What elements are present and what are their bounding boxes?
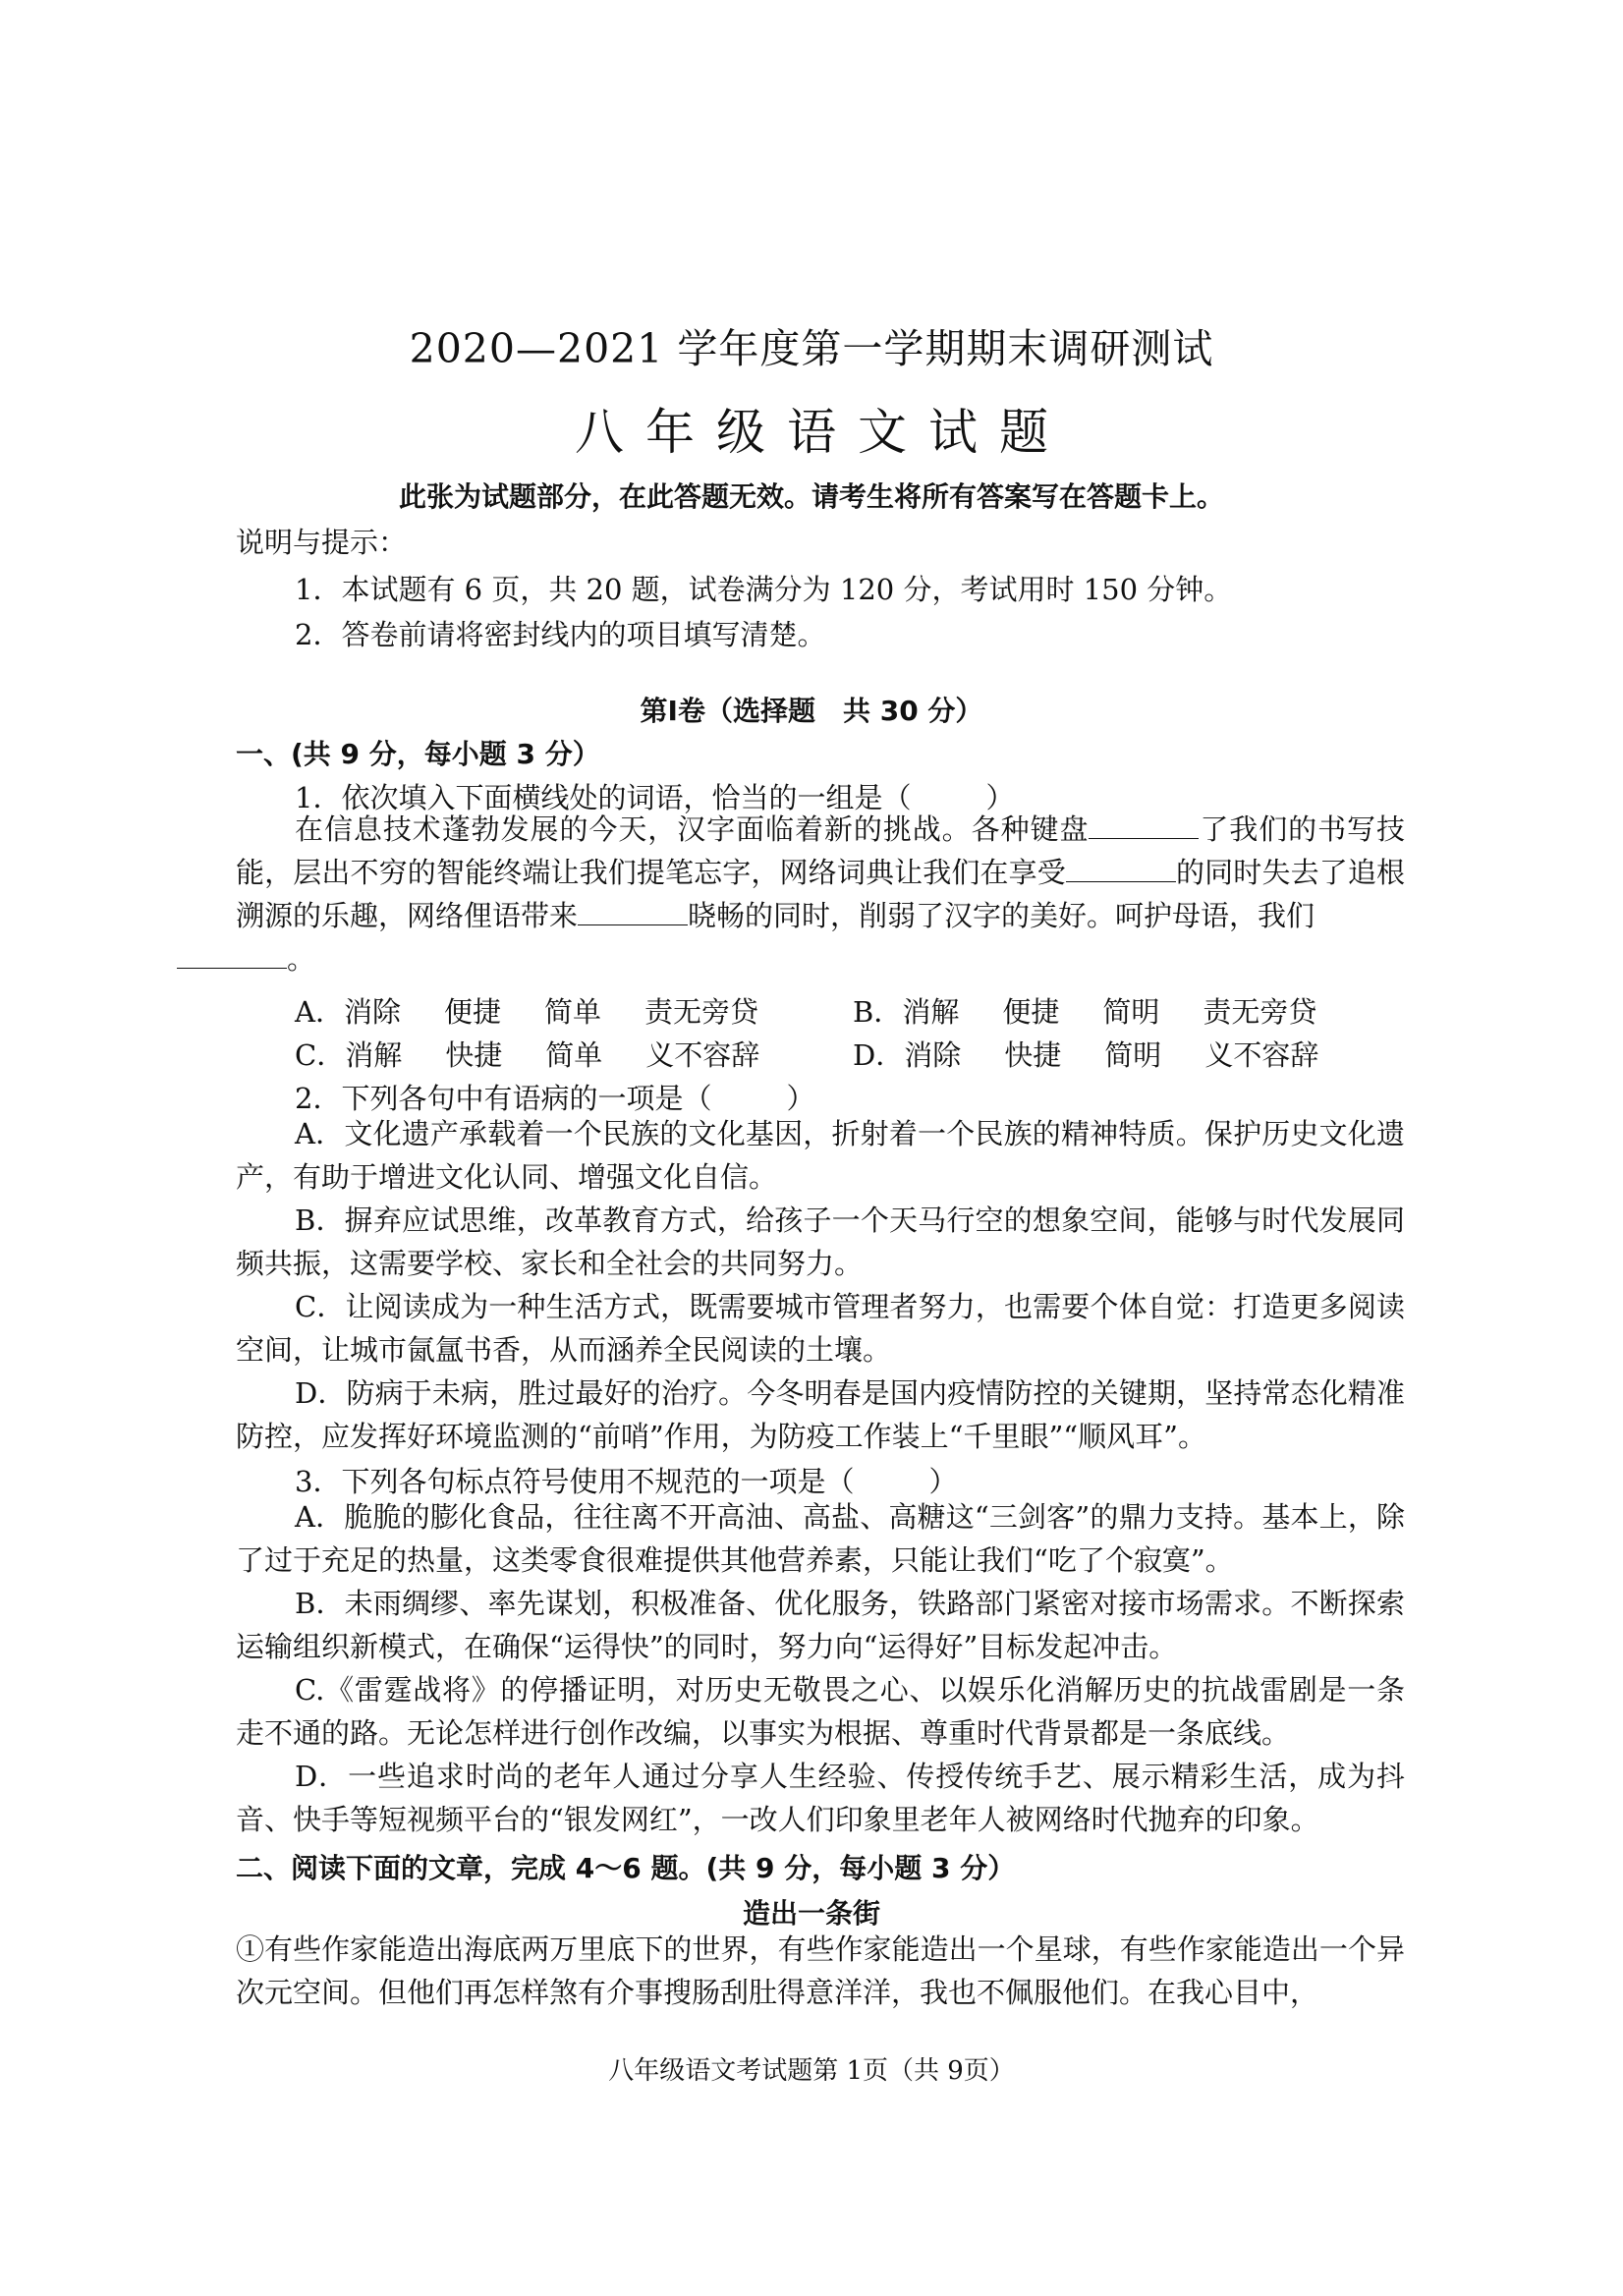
exam-title: 2020—2021 学年度第一学期期末调研测试 [409, 325, 1214, 372]
option-a[interactable]: A．文化遗产承载着一个民族的文化基因，折射着一个民族的精神特质。保护历史文化遗产，有助于增进文化认同、增强文化自信。 [236, 1117, 1405, 1194]
page-footer: 八年级语文考试题第 1页（共 9页） [608, 2056, 1015, 2086]
option-d[interactable]: D．一些追求时尚的老年人通过分享人生经验、传授传统手艺、展示精彩生活，成为抖音、快手等短视频平台的“银发网红”，一改人们印象里老年人被网络时代抛弃的印象。 [236, 1760, 1405, 1836]
answer-blank[interactable] [578, 899, 688, 925]
question-1-passage: 在信息技术蓬勃发展的今天，汉字面临着新的挑战。各种键盘 了我们的书写技能，层出不穷的智能终端让我们提笔忘字，网络词典让我们在享受 的同时失去了追根溯源的乐趣，网络俚语带来 晓畅的同时，削弱了汉字的美好。呵护母语，我们 。 [236, 808, 1405, 980]
answer-blank[interactable] [177, 942, 287, 969]
question-1-stem: 1．依次填入下面横线处的词语，恰当的一组是（ ） [295, 781, 1015, 814]
instructions-label: 说明与提示： [236, 526, 408, 559]
option-b[interactable]: B．消解 便捷 简明 责无旁贷 [853, 995, 1317, 1029]
article-paragraph: ①有些作家能造出海底两万里底下的世界，有些作家能造出一个星球，有些作家能造出一个异次元空间。但他们再怎样煞有介事搜肠刮肚得意洋洋，我也不佩服他们。在我心目中， [236, 1932, 1405, 2009]
option-b[interactable]: B．摒弃应试思维，改革教育方式，给孩子一个天马行空的想象空间，能够与时代发展同频共振，这需要学校、家长和全社会的共同努力。 [236, 1204, 1405, 1280]
part-title: 二、阅读下面的文章，完成 4～6 题。(共 9 分，每小题 3 分） [236, 1852, 1016, 1884]
article-title: 造出一条街 [742, 1897, 880, 1930]
instruction-item: 2．答卷前请将密封线内的项目填写清楚。 [295, 618, 826, 651]
option-a[interactable]: A．脆脆的膨化食品，往往离不开高油、高盐、高糖这“三剑客”的鼎力支持。基本上，除了过于充足的热量，这类零食很难提供其他营养素，只能让我们“吃了个寂寞”。 [236, 1500, 1405, 1577]
instruction-item: 1．本试题有 6 页，共 20 题，试卷满分为 120 分，考试用时 150 分钟。 [295, 573, 1233, 606]
option-d[interactable]: D．防病于未病，胜过最好的治疗。今冬明春是国内疫情防控的关键期，坚持常态化精准防控，应发挥好环境监测的“前哨”作用，为防疫工作装上“千里眼”“顺风耳”。 [236, 1376, 1405, 1453]
option-c[interactable]: C．消解 快捷 简单 义不容辞 [295, 1038, 760, 1072]
section-title: 第Ⅰ卷（选择题 共 30 分） [640, 695, 983, 727]
option-a[interactable]: A．消除 便捷 简单 责无旁贷 [295, 995, 759, 1029]
question-3-stem: 3．下列各句标点符号使用不规范的一项是（ ） [295, 1465, 958, 1498]
option-b[interactable]: B．未雨绸缪、率先谋划，积极准备、优化服务，铁路部门紧密对接市场需求。不断探索运输组织新模式，在确保“运得快”的同时，努力向“运得好”目标发起冲击。 [236, 1587, 1405, 1663]
exam-subject-title: 八年级语文试题 [575, 404, 1070, 461]
option-d[interactable]: D．消除 快捷 简明 义不容辞 [853, 1038, 1319, 1072]
option-c[interactable]: C.《雷霆战将》的停播证明，对历史无敬畏之心、以娱乐化消解历史的抗战雷剧是一条走不通的路。无论怎样进行创作改编，以事实为根据、尊重时代背景都是一条底线。 [236, 1673, 1405, 1750]
answer-blank[interactable] [1089, 812, 1199, 839]
answer-notice: 此张为试题部分，在此答题无效。请考生将所有答案写在答题卡上。 [398, 480, 1224, 513]
option-c[interactable]: C．让阅读成为一种生活方式，既需要城市管理者努力，也需要个体自觉：打造更多阅读空间，让城市氤氲书香，从而涵养全民阅读的土壤。 [236, 1290, 1405, 1367]
part-title: 一、(共 9 分，每小题 3 分） [236, 738, 600, 770]
question-2-stem: 2．下列各句中有语病的一项是（ ） [295, 1082, 815, 1115]
answer-blank[interactable] [1066, 856, 1176, 882]
